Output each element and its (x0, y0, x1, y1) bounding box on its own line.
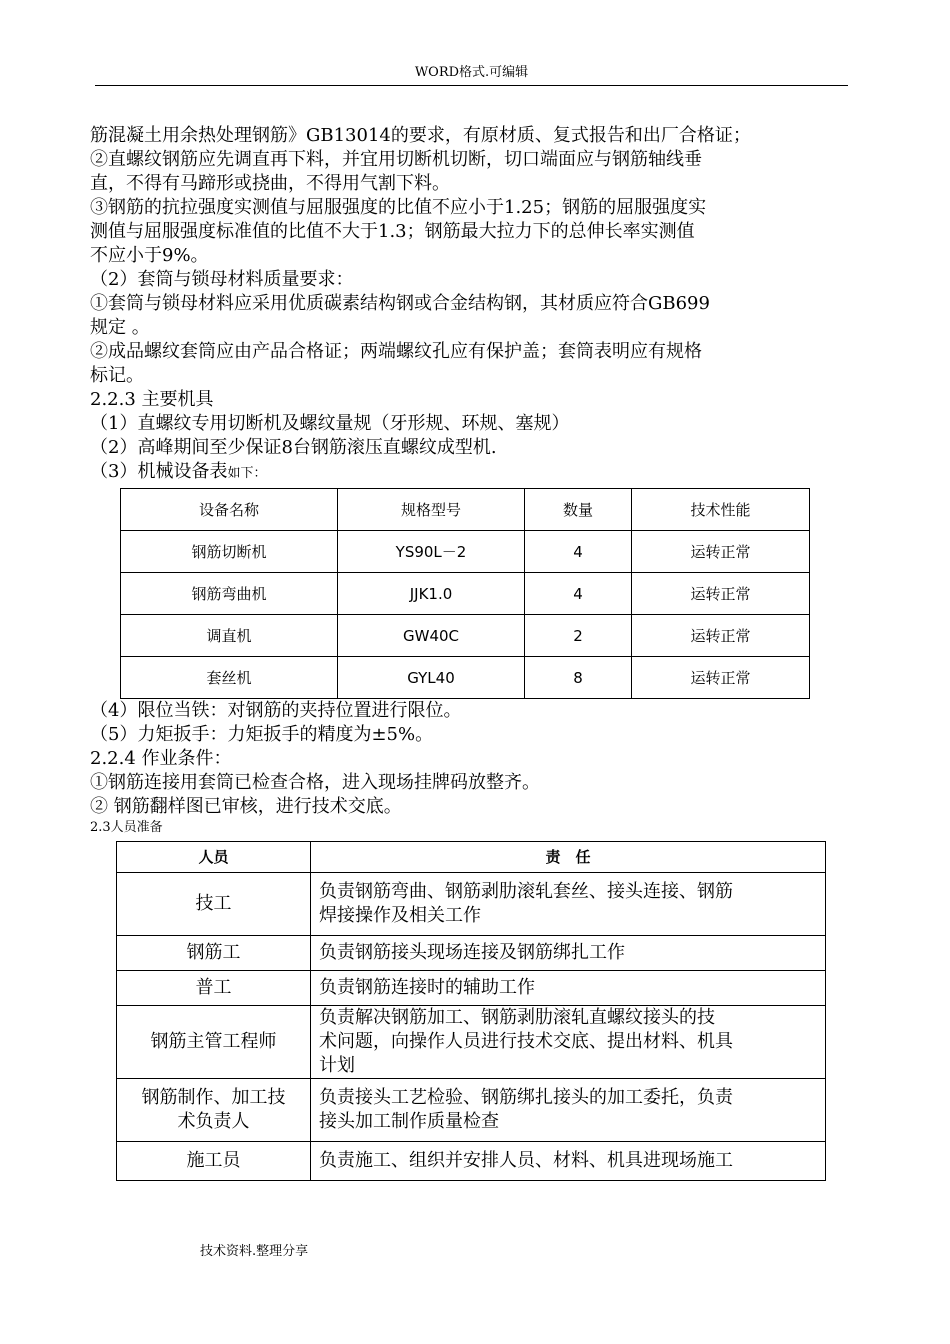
table-row (117, 1006, 826, 1079)
cell-line: 负责接头工艺检验、钢筋绑扎接头的加工委托，负责 (319, 1087, 733, 1108)
role-cell (117, 971, 311, 1006)
cell-line: 焊接操作及相关工作 (319, 905, 481, 926)
table-cell: 8 (525, 657, 632, 699)
table-header-cell: 责 任 (311, 842, 826, 873)
paragraph-line: （2）套筒与锁母材料质量要求： (90, 269, 354, 290)
table-cell: 调直机 (121, 615, 338, 657)
table-row (121, 657, 810, 699)
table-row (117, 971, 826, 1006)
section-heading: 2.3人员准备 (90, 820, 163, 835)
duty-cell (311, 873, 826, 936)
table-header-cell: 技术性能 (632, 489, 810, 531)
document-body (90, 124, 850, 1181)
cell-line: 负责钢筋连接时的辅助工作 (319, 977, 535, 998)
paragraph-line: （1）直螺纹专用切断机及螺纹量规（牙形规、环规、塞规） (90, 413, 570, 434)
table-row (117, 873, 826, 936)
staff-table (116, 841, 826, 1181)
table-row (121, 573, 810, 615)
table-cell: 2 (525, 615, 632, 657)
table-row (121, 531, 810, 573)
role-cell (117, 936, 311, 971)
paragraph-line: 标记。 (90, 365, 144, 386)
table-header-cell: 设备名称 (121, 489, 338, 531)
table-cell: 4 (525, 531, 632, 573)
cell-line: 负责钢筋接头现场连接及钢筋绑扎工作 (319, 942, 625, 963)
table-header-row (121, 489, 810, 531)
cell-line: 钢筋工 (186, 942, 241, 963)
header-rule (95, 85, 848, 86)
section-heading: 2.2.3 主要机具 (90, 389, 214, 410)
table-cell: 钢筋切断机 (121, 531, 338, 573)
cell-line: 术负责人 (177, 1111, 250, 1132)
table-row (117, 1079, 826, 1142)
table-cell: 运转正常 (632, 657, 810, 699)
table-row (117, 1142, 826, 1181)
equipment-intro (90, 460, 850, 486)
role-cell (117, 873, 311, 936)
paragraph-line: 直，不得有马蹄形或挠曲，不得用气割下料。 (90, 173, 450, 194)
role-cell (117, 1006, 311, 1079)
page-header: WORD格式.可编辑 (414, 65, 529, 80)
table-cell: 运转正常 (632, 531, 810, 573)
paragraph-line: ①套筒与锁母材料应采用优质碳素结构钢或合金结构钢，其材质应符合GB699 (90, 293, 710, 314)
table-cell: 运转正常 (632, 573, 810, 615)
cell-line: 技工 (195, 893, 232, 914)
paragraph-line: （4）限位当铁：对钢筋的夹持位置进行限位。 (90, 700, 462, 721)
cell-line: 计划 (319, 1055, 355, 1076)
duty-cell (311, 1006, 826, 1079)
cell-line: 施工员 (186, 1150, 241, 1171)
table-row (117, 936, 826, 971)
table-cell: JJK1.0 (338, 573, 525, 615)
paragraph-line: 规定 。 (90, 317, 150, 338)
role-cell (117, 1079, 311, 1142)
table-cell: GYL40 (338, 657, 525, 699)
cell-line: 负责解决钢筋加工、钢筋剥肋滚轧直螺纹接头的技 (319, 1007, 715, 1028)
paragraph-line: 测值与屈服强度标准值的比值不大于1.3；钢筋最大拉力下的总伸长率实测值 (90, 221, 695, 242)
table-header-row (117, 842, 826, 873)
paragraph-line: （5）力矩扳手：力矩扳手的精度为±5%。 (90, 724, 434, 745)
equipment-table (120, 488, 810, 699)
table-cell: 运转正常 (632, 615, 810, 657)
cell-line: 钢筋主管工程师 (150, 1031, 277, 1052)
duty-cell (311, 971, 826, 1006)
cell-line: 接头加工制作质量检查 (319, 1111, 499, 1132)
cell-line: 普工 (195, 977, 232, 998)
paragraph-line: （2）高峰期间至少保证8台钢筋滚压直螺纹成型机. (90, 437, 497, 458)
paragraph-line: ①钢筋连接用套筒已检查合格，进入现场挂牌码放整齐。 (90, 772, 540, 793)
table-cell: 套丝机 (121, 657, 338, 699)
duty-cell (311, 1079, 826, 1142)
cell-line: 钢筋制作、加工技 (141, 1087, 286, 1108)
paragraph-line: ②直螺纹钢筋应先调直再下料，并宜用切断机切断，切口端面应与钢筋轴线垂 (90, 149, 702, 170)
cell-line: 负责钢筋弯曲、钢筋剥肋滚轧套丝、接头连接、钢筋 (319, 881, 733, 902)
paragraph-line: 不应小于9%。 (90, 245, 209, 266)
role-cell (117, 1142, 311, 1181)
table-cell: 钢筋弯曲机 (121, 573, 338, 615)
paragraph-line: ② 钢筋翻样图已审核，进行技术交底。 (90, 796, 402, 817)
equipment-intro-main: （3）机械设备表 (90, 461, 228, 482)
paragraph-line: ③钢筋的抗拉强度实测值与屈服强度的比值不应小于1.25；钢筋的屈服强度实 (90, 197, 707, 218)
table-header-cell: 规格型号 (338, 489, 525, 531)
table-cell: YS90L－2 (338, 531, 525, 573)
duty-cell (311, 936, 826, 971)
cell-line: 负责施工、组织并安排人员、材料、机具进现场施工 (319, 1150, 733, 1171)
duty-cell (311, 1142, 826, 1181)
paragraph-line: ②成品螺纹套筒应由产品合格证；两端螺纹孔应有保护盖；套筒表明应有规格 (90, 341, 702, 362)
page-footer: 技术资料.整理分享 (200, 1244, 309, 1259)
section-heading: 2.2.4 作业条件： (90, 748, 232, 769)
equipment-intro-suffix: 如下： (227, 466, 267, 481)
table-header-cell: 人员 (117, 842, 311, 873)
table-row (121, 615, 810, 657)
table-cell: 4 (525, 573, 632, 615)
table-header-cell: 数量 (525, 489, 632, 531)
table-cell: GW40C (338, 615, 525, 657)
paragraph-line: 筋混凝土用余热处理钢筋》GB13014的要求，有原材质、复式报告和出厂合格证； (90, 125, 751, 146)
cell-line: 术问题，向操作人员进行技术交底、提出材料、机具 (319, 1031, 733, 1052)
